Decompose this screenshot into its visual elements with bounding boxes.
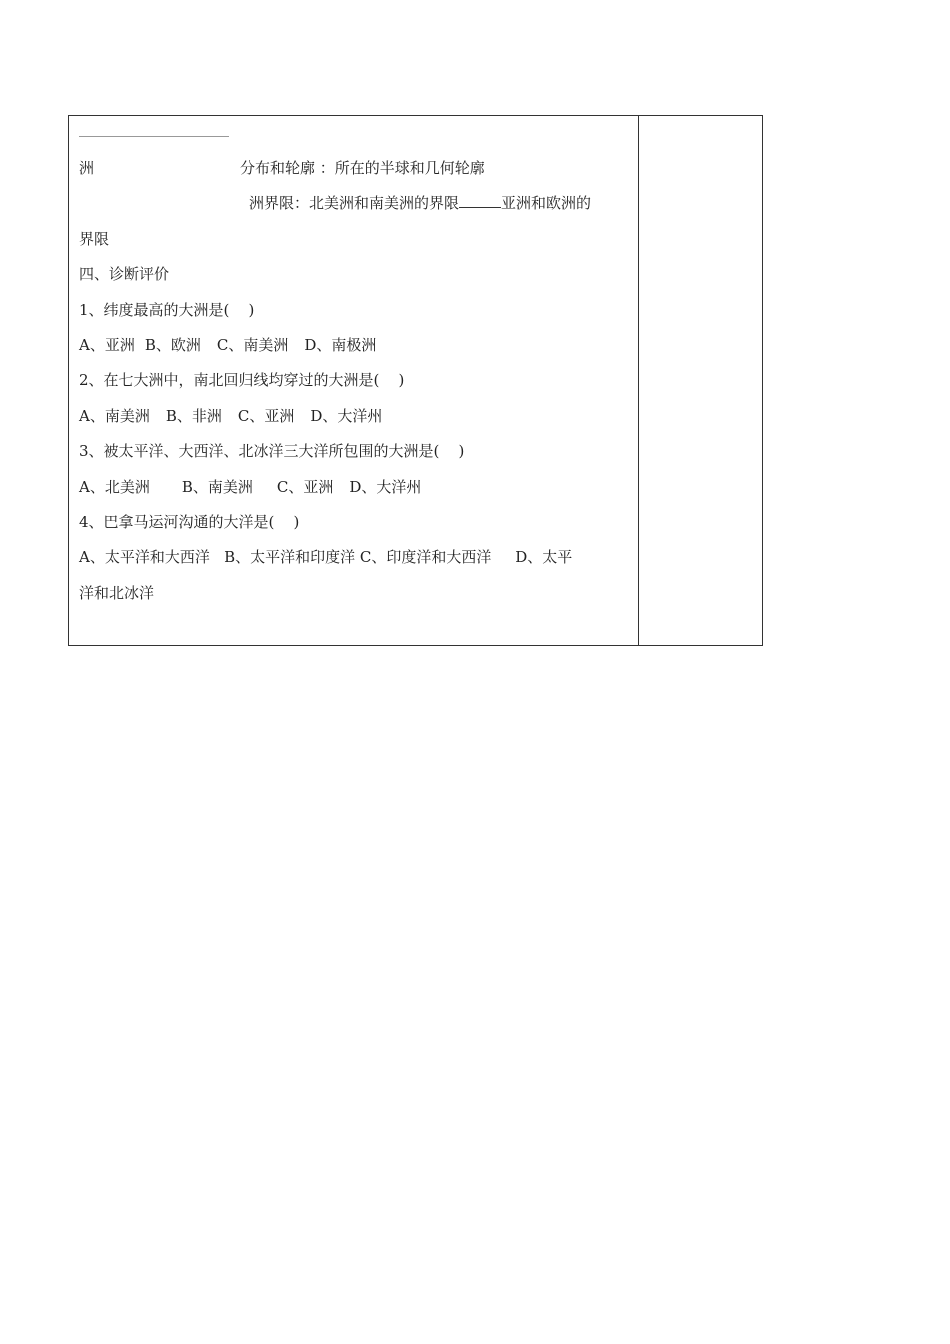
section-title: 四、诊断评价: [79, 265, 170, 283]
question-4: 4、巴拿马运河沟通的大洋是( ): [79, 513, 300, 531]
option-d: D、南极洲: [304, 336, 377, 354]
option-d: D、大洋州: [349, 478, 422, 496]
fill-blank: [459, 193, 501, 208]
distribution-text: 分布和轮廓 ：所在的半球和几何轮廓: [240, 159, 485, 177]
line-boundary: [249, 193, 591, 213]
boundary-text-2: 亚洲和欧洲的: [501, 194, 592, 212]
top-rule: [79, 136, 229, 137]
option-c: C、南美洲: [216, 336, 289, 354]
option-d: D、大洋州: [310, 407, 383, 425]
question-4-options: A、太平洋和大西洋 B、太平洋和印度洋 C、印度洋和大西洋 D、太平: [79, 548, 573, 566]
side-column-divider: [638, 116, 639, 645]
option-c: C、亚洲: [237, 407, 295, 425]
option-b: B、欧洲: [144, 336, 201, 354]
option-c: C、亚洲: [276, 478, 334, 496]
line-boundary-cont: 界限: [79, 230, 110, 248]
question-2-options: [79, 406, 382, 426]
question-1: 1、纬度最高的大洲是( ): [79, 301, 255, 319]
question-1-options: [79, 335, 376, 355]
line-distribution: [79, 158, 485, 178]
question-2: 2、在七大洲中，南北回归线均穿过的大洲是( ): [79, 371, 405, 389]
option-b: B、南美洲: [181, 478, 253, 496]
boundary-text: 洲界限：北美洲和南美洲的界限: [249, 194, 460, 212]
option-a: A、北美洲: [79, 478, 150, 496]
option-b: B、非洲: [165, 407, 222, 425]
question-3: 3、被太平洋、大西洋、北冰洋三大洋所包围的大洲是( ): [79, 442, 465, 460]
question-4-options-cont: 洋和北冰洋: [79, 584, 155, 602]
document-table: [68, 115, 763, 646]
continent-label: 洲: [79, 159, 95, 177]
option-a: A、亚洲: [79, 336, 135, 354]
question-3-options: [79, 477, 421, 497]
option-a: A、南美洲: [79, 407, 150, 425]
